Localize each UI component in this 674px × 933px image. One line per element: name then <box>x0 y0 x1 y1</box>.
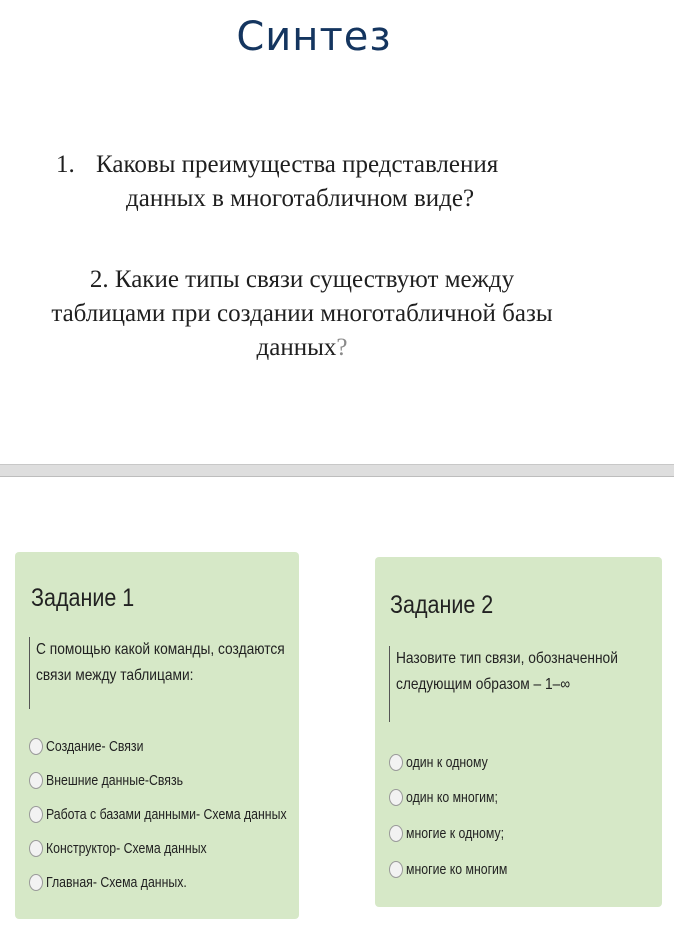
task-1-option[interactable] <box>29 871 218 893</box>
radio-button[interactable] <box>389 789 403 806</box>
question-2-line-3 <box>0 331 604 365</box>
task-2-option[interactable] <box>389 786 518 808</box>
radio-button[interactable] <box>389 754 403 771</box>
page-title: Синтез <box>236 14 392 60</box>
task-1-option-label: Создание- Связи <box>46 737 144 755</box>
question-2-line-2: таблицами при создании многотабличной базы <box>51 300 553 327</box>
task-2-option-label: один ко многим; <box>406 788 498 806</box>
radio-button[interactable] <box>389 861 403 878</box>
task-2-question-line-2: следующим образом – 1–∞ <box>396 676 571 693</box>
radio-button[interactable] <box>29 874 43 891</box>
task-2-option-label: многие к одному; <box>406 824 505 842</box>
question-1-number: 1. <box>56 151 75 178</box>
radio-button[interactable] <box>29 840 43 857</box>
question-2-line-1: 2. Какие типы связи существуют между <box>89 266 515 293</box>
task-1-question <box>29 637 325 709</box>
question-2-line-3-text: данных <box>256 334 337 361</box>
question-2-mark: ? <box>336 334 348 361</box>
task-1-option[interactable] <box>29 837 242 859</box>
task-2-option[interactable] <box>389 858 530 880</box>
task-1-option-label: Главная- Схема данных. <box>46 873 187 891</box>
radio-button[interactable] <box>29 806 43 823</box>
task-1-option-label: Внешние данные-Связь <box>46 771 184 789</box>
radio-button[interactable] <box>29 772 43 789</box>
task-1-option[interactable] <box>29 769 213 791</box>
task-1-question-line-1: С помощью какой команды, создаются <box>36 641 285 658</box>
task-1-title: Задание 1 <box>31 584 135 612</box>
slide-divider <box>0 464 674 477</box>
task-2-option-label: один к одному <box>406 753 488 771</box>
task-2-title: Задание 2 <box>390 591 494 619</box>
task-2-option-label: многие ко многим <box>406 860 508 878</box>
task-1-option-label: Работа с базами данными- Схема данных <box>46 805 287 823</box>
task-2-option[interactable] <box>389 822 526 844</box>
question-1-line-1: Каковы преимущества представления <box>96 151 499 178</box>
task-1-card <box>15 552 299 919</box>
task-2-question-line-1: Назовите тип связи, обозначенной <box>396 650 618 667</box>
question-2 <box>0 263 604 365</box>
task-1-question-line-2: связи между таблицами: <box>36 667 194 684</box>
radio-button[interactable] <box>29 738 43 755</box>
radio-button[interactable] <box>389 825 403 842</box>
task-2-option[interactable] <box>389 751 506 773</box>
task-1-option-label: Конструктор- Схема данных <box>46 839 207 857</box>
task-2-card <box>375 557 662 907</box>
task-1-option[interactable] <box>29 803 339 825</box>
task-2-question <box>389 646 654 722</box>
question-1-line-2: данных в многотабличном виде? <box>126 185 475 212</box>
task-1-option[interactable] <box>29 735 165 757</box>
